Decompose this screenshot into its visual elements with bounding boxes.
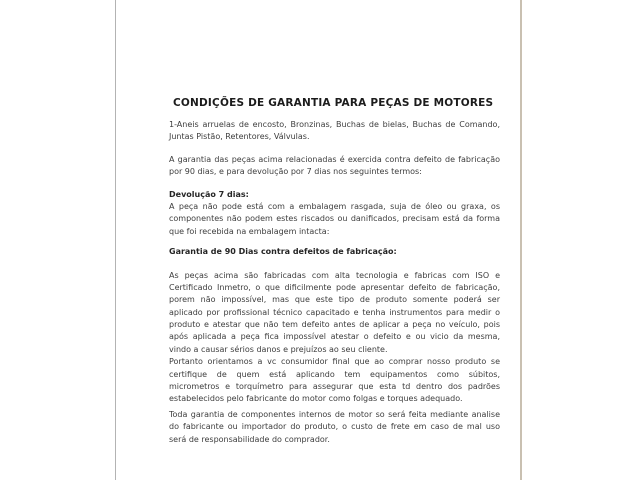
text-line: As peças acima são fabricadas com alta tecnologia e fabricas com ISO e xyxy=(169,270,500,280)
parts-list-paragraph xyxy=(169,119,500,144)
text-line: do fabricante ou importador do produto, o custo de frete em caso de mal uso xyxy=(169,422,500,432)
text-line: micrometros e torquímetro para assegurar que esta td dentro dos padrões xyxy=(169,382,500,392)
text-line: porem não impossível, mas que este tipo de produto somente poderá ser xyxy=(169,295,500,305)
text-line: será de responsabilidade do comprador. xyxy=(169,434,330,444)
return-policy-paragraph xyxy=(169,201,500,238)
final-note-paragraph xyxy=(169,409,500,446)
text-line: aplicado por profissional técnico capacitado e tenha instrumentos para medir o xyxy=(169,307,500,317)
text-line: Juntas Pistão, Retentores, Válvulas. xyxy=(169,132,310,142)
text-line: A garantia das peças acima relacionadas é exercida contra defeito de fabricação xyxy=(169,154,500,164)
text-line: certifique de quem está aplicando tem equipamentos como súbitos, xyxy=(169,369,500,379)
text-line: vindo a causar sérios danos e prejuízos ao seu cliente. xyxy=(169,344,388,354)
warranty-intro-paragraph xyxy=(169,154,500,179)
text-line: A peça não pode está com a embalagem rasgada, suja de óleo ou graxa, os xyxy=(169,201,500,211)
document-title: CONDIÇÕES DE GARANTIA PARA PEÇAS DE MOTORES xyxy=(173,97,494,109)
text-line: 1-Aneis arruelas de encosto, Bronzinas, Buchas de bielas, Buchas de Comando, xyxy=(169,120,500,129)
document-body xyxy=(169,96,500,446)
text-line: Portanto orientamos a vc consumidor final que ao comprar nosso produto se xyxy=(169,357,500,367)
text-line: componentes não podem estes riscados ou danificados, precisam está da forma xyxy=(169,214,500,224)
page-left-border xyxy=(115,0,116,480)
text-line: por 90 dias, e para devolução por 7 dias nos seguintes termos: xyxy=(169,167,422,177)
text-line: Toda garantia de componentes internos de motor so será feita mediante analise xyxy=(169,409,500,419)
page-right-border xyxy=(520,0,522,480)
defects-warranty-heading: Garantia de 90 Dias contra defeitos de fabricação: xyxy=(169,246,397,256)
text-line: Certificado Inmetro, o que dificilmente pode apresentar defeito de fabricação, xyxy=(169,282,500,292)
return-policy-heading: Devolução 7 dias: xyxy=(169,189,249,199)
text-line: produto e atestar que não tem defeito antes de aplicar a peça no veículo, pois xyxy=(169,320,500,330)
text-line: após aplicada a peça fica impossível atestar o defeito e ou vicio da mesma, xyxy=(169,332,500,342)
text-line: estabelecidos pelo fabricante do motor como folgas e torques adequado. xyxy=(169,394,463,404)
defects-warranty-paragraph xyxy=(169,270,500,406)
text-line: que foi recebida na embalagem intacta: xyxy=(169,226,330,236)
